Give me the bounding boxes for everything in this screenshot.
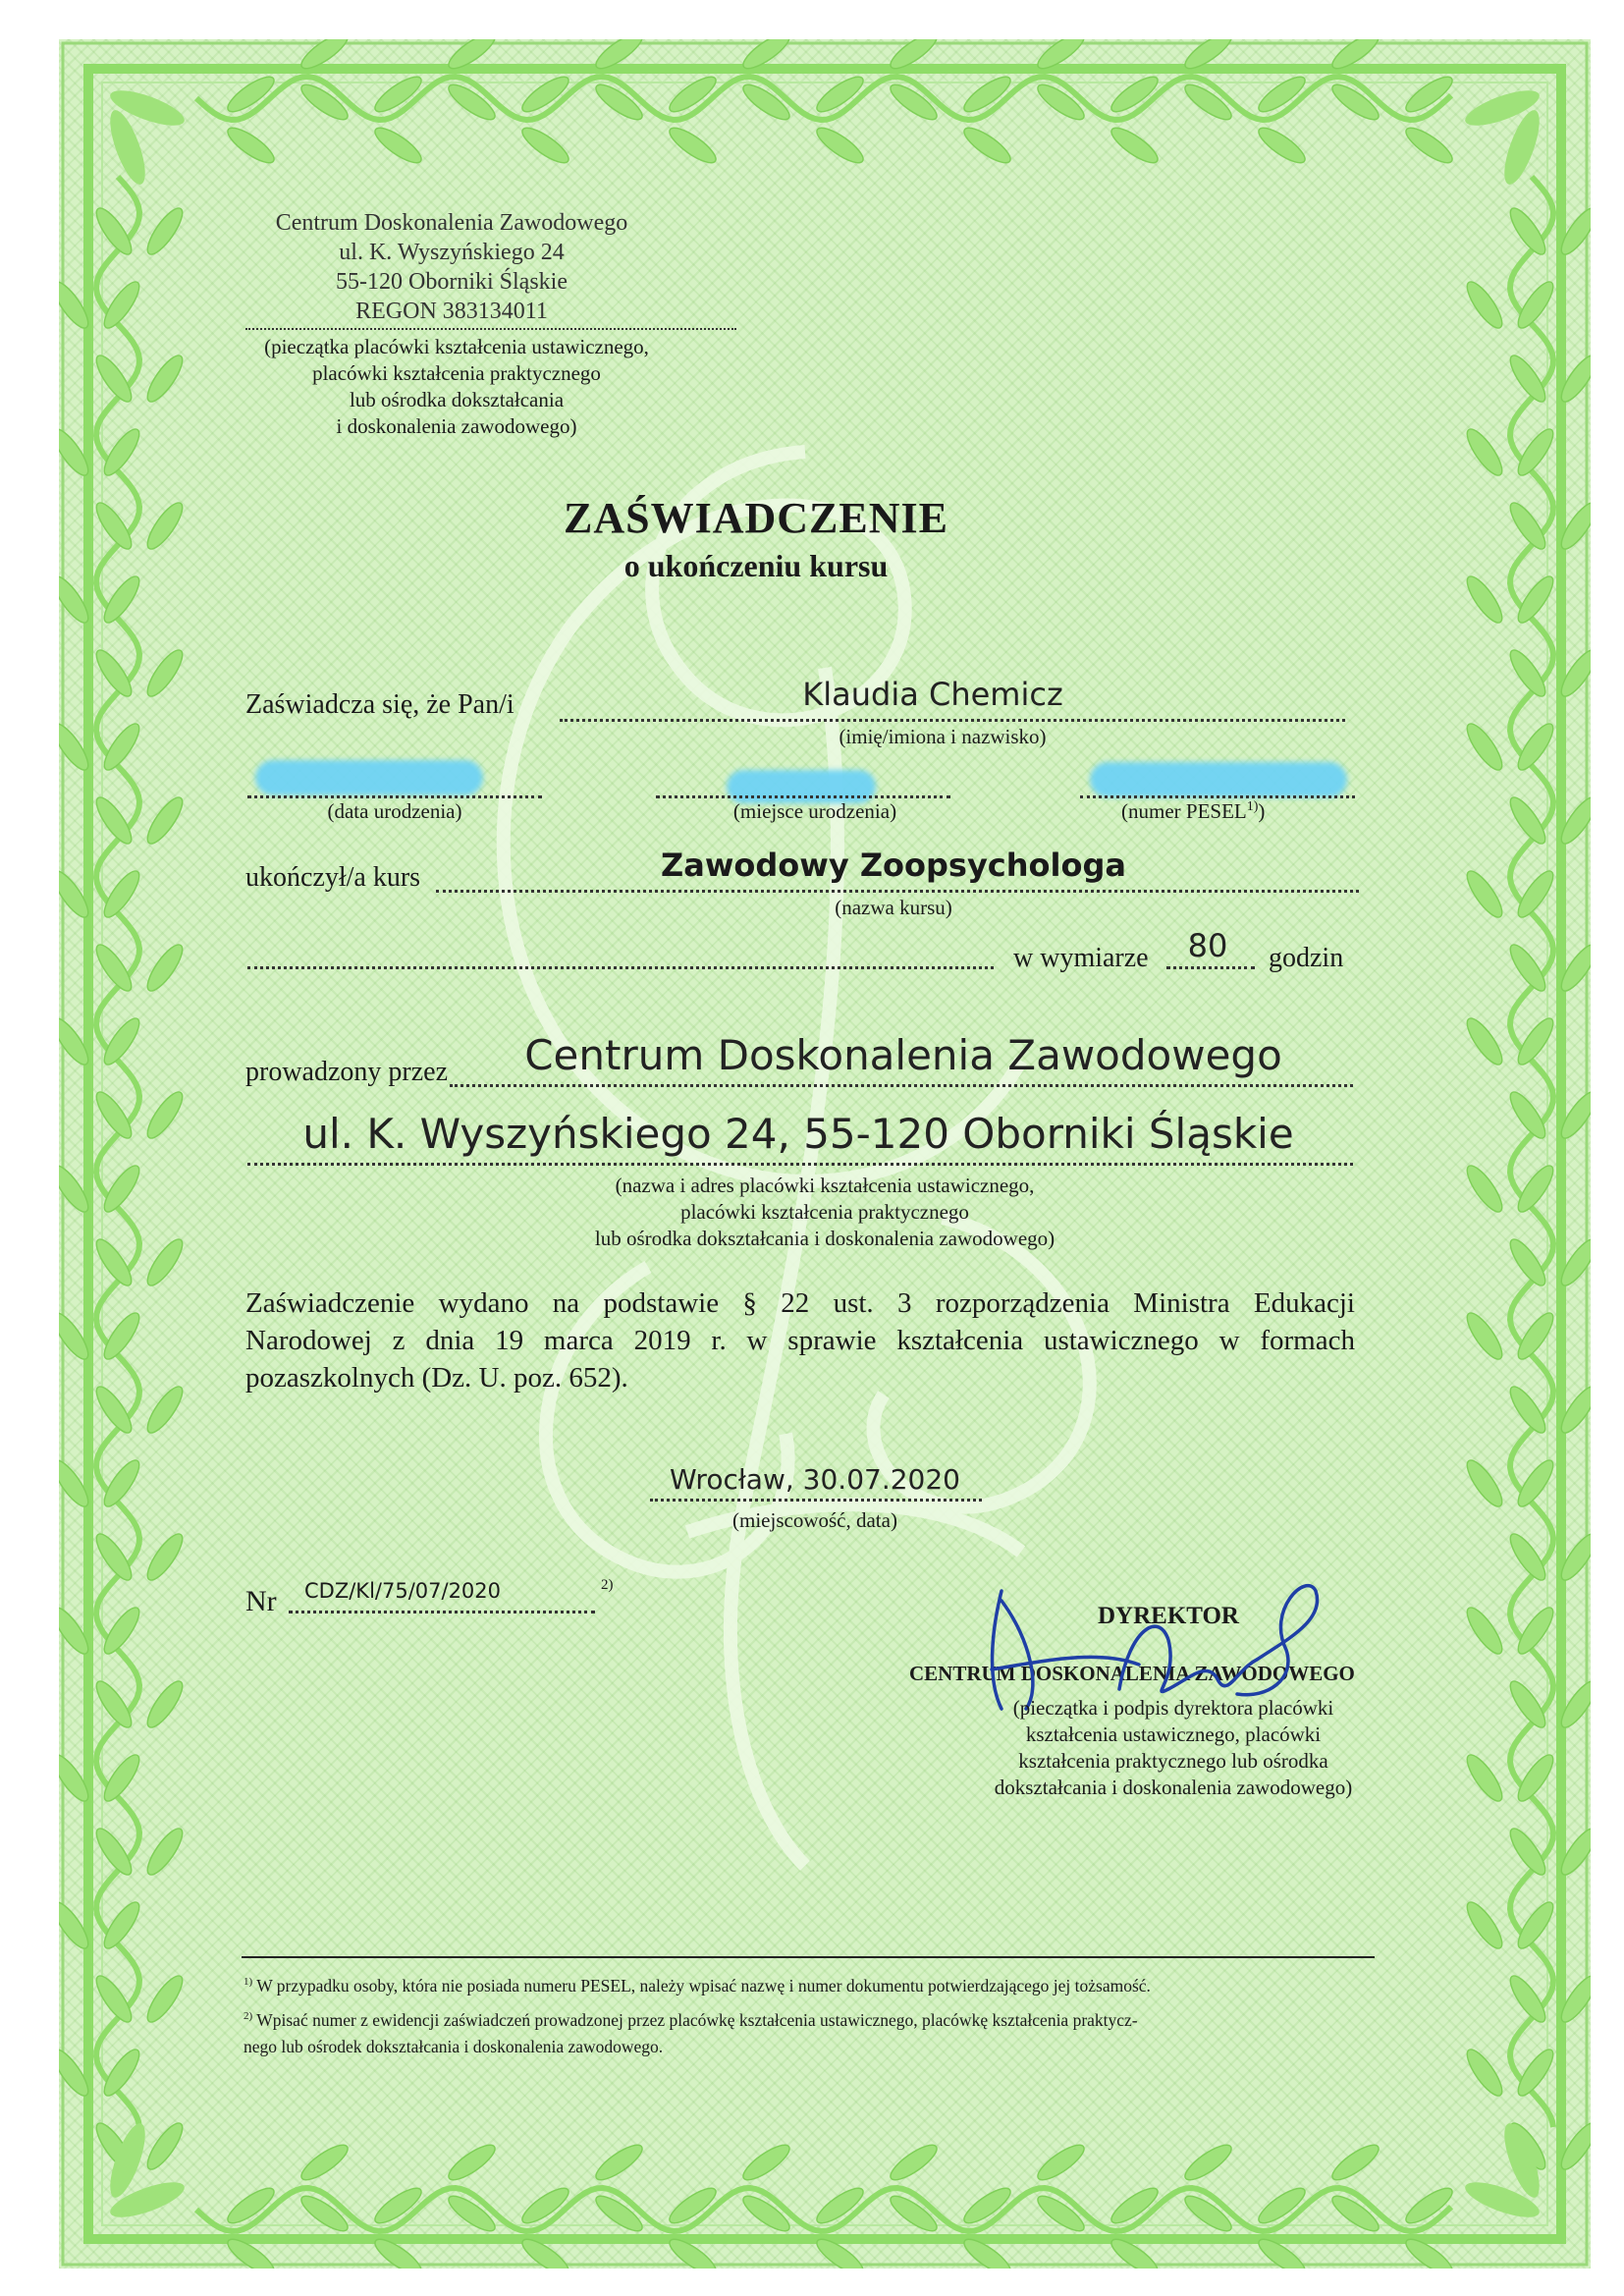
footnote-text: W przypadku osoby, która nie posiada numeru PESEL, należy wpisać nazwę i numer dokumentu potwierdzającego jej tożsamość. (256, 1976, 1151, 1995)
stamp-line: Centrum Doskonalenia Zawodowego (275, 210, 628, 236)
footnote-divider (242, 1956, 1375, 1958)
vine-leaf (142, 793, 189, 847)
vine-leaf (142, 1087, 189, 1142)
provider-caption-line: (nazwa i adres placówki kształcenia ustawicznego, (615, 1174, 1035, 1197)
stamp-caption-line: (pieczątka placówki kształcenia ustawicznego, (264, 335, 649, 358)
legal-basis (245, 1285, 1355, 1396)
legal-basis-line: pozaszkolnych (Dz. U. poz. 652). (245, 1362, 628, 1394)
vine-leaf (1462, 1161, 1508, 1216)
person-name-caption: (imię/imiona i nazwisko) (839, 725, 1047, 748)
vine-leaf (142, 351, 189, 406)
vine-leaf (1462, 1750, 1508, 1805)
vine-leaf (1462, 866, 1508, 921)
director-caption-line: dokształcania i doskonalenia zawodowego) (994, 1776, 1353, 1799)
provider-caption-line: lub ośrodka dokształcania i doskonalenia zawodowego) (594, 1227, 1056, 1250)
vine-leaf (142, 940, 189, 995)
pesel-footnote-mark: 1) (1246, 799, 1259, 814)
director-caption (962, 1695, 1384, 1801)
footnote-1 (244, 1976, 1151, 1996)
stamp-line: 55-120 Oborniki Śląskie (336, 269, 568, 295)
birth-date-caption: (data urodzenia) (327, 799, 462, 823)
document-title: ZAŚWIADCZENIE (564, 494, 948, 542)
director-caption-line: (pieczątka i podpis dyrektora placówki (1012, 1696, 1334, 1720)
vine-leaf (1462, 1455, 1508, 1510)
stamp-caption-line: lub ośrodka dokształcania (349, 388, 565, 411)
vine-leaf (142, 203, 189, 258)
vine-leaf (738, 2140, 793, 2186)
birth-date-line (247, 795, 542, 798)
footnote-2 (244, 2003, 1138, 2060)
vine-leaf (1254, 123, 1309, 169)
vine-leaf (1462, 2045, 1508, 2100)
vine-leaf (591, 2140, 646, 2186)
number-line (289, 1611, 595, 1613)
vine-leaf (812, 123, 867, 169)
pesel-caption (1121, 799, 1265, 824)
vine-leaf (142, 1971, 189, 2026)
vine-leaf (1462, 1308, 1508, 1363)
legal-basis-line: Zaświadczenie wydano na podstawie § 22 ust. 3 rozporządzenia Ministra Edukacji (245, 1287, 1355, 1319)
hours-unit: godzin (1269, 943, 1344, 973)
vine-leaf (142, 1529, 189, 1584)
document-subtitle: o ukończeniu kursu (623, 548, 889, 583)
provider-name: Centrum Doskonalenia Zawodowego (524, 1031, 1282, 1079)
institution-stamp (236, 208, 668, 326)
vine-leaf (1462, 1013, 1508, 1068)
provider-address-line (247, 1163, 1353, 1166)
course-name-line (436, 890, 1359, 893)
footnote-text: Wpisać numer z ewidencji zaświadczeń prowadzonej przez placówkę kształcenia ustawicznego, placówkę kształcenia praktycz- (256, 2009, 1138, 2030)
person-name: Klaudia Chemicz (802, 676, 1063, 713)
course-label: ukończył/a kurs (245, 862, 421, 893)
vine-leaf (1462, 277, 1508, 332)
place-date: Wrocław, 30.07.2020 (670, 1463, 960, 1496)
place-date-line (650, 1499, 982, 1502)
course-name: Zawodowy Zoopsychologa (661, 847, 1126, 884)
vine-leaf (1462, 572, 1508, 627)
vine-leaf (142, 2118, 189, 2173)
stamp-dotted-line (245, 328, 736, 330)
vine-leaf (142, 1824, 189, 1879)
vine-leaf (1462, 424, 1508, 479)
stamp-caption-line: placówki kształcenia praktycznego (312, 361, 601, 385)
person-label: Zaświadcza się, że Pan/i (245, 689, 514, 720)
vine-leaf (1107, 123, 1162, 169)
provider-name-line (450, 1084, 1353, 1087)
number-label: Nr (245, 1585, 277, 1617)
vine-leaf (142, 1234, 189, 1289)
vine-leaf (1180, 2140, 1235, 2186)
pesel-caption-close: ) (1258, 799, 1266, 823)
vine-leaf (142, 645, 189, 700)
director-caption-line: kształcenia praktycznego lub ośrodka (1018, 1749, 1328, 1773)
vine-leaf (223, 123, 278, 169)
vine-leaf (886, 2140, 941, 2186)
place-date-caption: (miejscowość, data) (732, 1508, 897, 1532)
provider-caption (491, 1173, 1159, 1252)
director-org: CENTRUM DOSKONALENIA ZAWODOWEGO (909, 1662, 1355, 1685)
course-name-caption: (nazwa kursu) (835, 896, 952, 919)
provider-address: ul. K. Wyszyńskiego 24, 55-120 Oborniki Śląskie (302, 1110, 1294, 1158)
course-hours: 80 (1187, 927, 1228, 964)
vine-leaf (517, 123, 572, 169)
vine-leaf (297, 2140, 352, 2186)
birth-place-line (656, 795, 950, 798)
stamp-regon: REGON 383134011 (355, 299, 548, 324)
stamp-line: ul. K. Wyszyńskiego 24 (339, 240, 565, 265)
pesel-line (1080, 795, 1355, 798)
number-footnote-mark: 2) (601, 1577, 614, 1593)
vine-leaf (142, 1382, 189, 1437)
vine-leaf (444, 2140, 499, 2186)
vine-leaf (1033, 2140, 1088, 2186)
person-name-line (560, 719, 1345, 722)
director-title: DYREKTOR (1097, 1603, 1239, 1629)
footnote-mark: 2) (244, 2010, 253, 2022)
vine-leaf (1401, 123, 1456, 169)
footnote-mark: 1) (244, 1976, 253, 1989)
vine-leaf (665, 123, 720, 169)
vine-leaf (1327, 2140, 1382, 2186)
redaction-birth-date (255, 760, 483, 795)
director-caption-line: kształcenia ustawicznego, placówki (1025, 1722, 1322, 1746)
scope-label: w wymiarze (1013, 943, 1149, 973)
vine-leaf (142, 1676, 189, 1731)
vine-leaf (1462, 1897, 1508, 1952)
vine-leaf (142, 498, 189, 553)
certificate-sheet (59, 39, 1591, 2269)
pesel-caption-text: (numer PESEL (1121, 799, 1247, 823)
vine-leaf (1462, 1603, 1508, 1658)
stamp-caption (245, 334, 668, 440)
redaction-pesel (1090, 762, 1347, 797)
vine-leaf (370, 123, 425, 169)
certificate-number: CDZ/Kl/75/07/2020 (304, 1579, 502, 1603)
stamp-caption-line: i doskonalenia zawodowego) (336, 414, 577, 438)
provider-caption-line: placówki kształcenia praktycznego (680, 1200, 969, 1224)
provider-label: prowadzony przez (245, 1057, 449, 1087)
vine-leaf (959, 123, 1014, 169)
legal-basis-line: Narodowej z dnia 19 marca 2019 r. w sprawie kształcenia ustawicznego w formach (245, 1325, 1355, 1356)
course-continuation-line (247, 966, 994, 969)
hours-line (1166, 966, 1255, 969)
vine-leaf (1462, 719, 1508, 774)
footnote-text-cont: nego lub ośrodek dokształcania i doskonalenia zawodowego. (244, 2036, 664, 2056)
birth-place-caption: (miejsce urodzenia) (732, 799, 897, 823)
